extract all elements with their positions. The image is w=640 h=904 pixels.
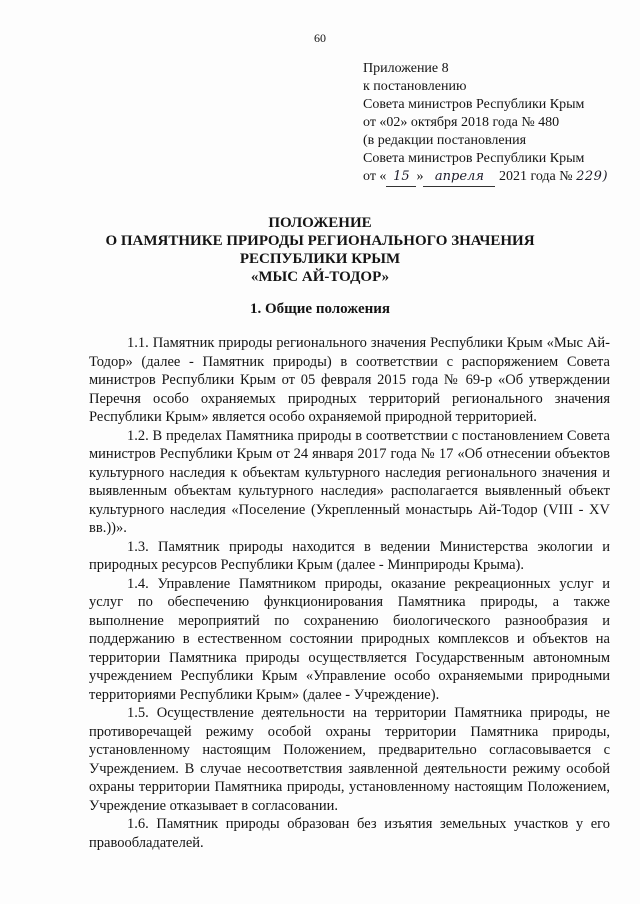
paragraph-1-6: 1.6. Памятник природы образован без изъятия земельных участков у его правообладателей. bbox=[89, 816, 610, 851]
paragraph-1-3: 1.3. Памятник природы находится в ведении Министерства экологии и природных ресурсов Республики Крым (далее - Минприроды Крыма). bbox=[89, 538, 610, 573]
document-title bbox=[0, 214, 640, 286]
amendment-quote: » bbox=[416, 169, 424, 184]
page-number: 60 bbox=[314, 31, 326, 45]
amendment-prefix: от « bbox=[363, 169, 387, 184]
amendment-year: 2021 года № bbox=[498, 169, 573, 184]
handwritten-month: апреля bbox=[423, 168, 495, 187]
handwritten-number: 229) bbox=[576, 169, 609, 184]
appendix-line: Совета министров Республики Крым bbox=[363, 151, 585, 166]
appendix-line: (в редакции постановления bbox=[363, 133, 527, 148]
handwritten-day: 15 bbox=[386, 168, 416, 187]
title-line: О ПАМЯТНИКЕ ПРИРОДЫ РЕГИОНАЛЬНОГО ЗНАЧЕНИЯ bbox=[105, 233, 535, 249]
title-line: РЕСПУБЛИКИ КРЫМ bbox=[239, 251, 401, 267]
appendix-line: к постановлению bbox=[363, 79, 467, 94]
appendix-line: Приложение 8 bbox=[363, 61, 449, 76]
document-body bbox=[89, 334, 610, 852]
section-heading: 1. Общие положения bbox=[249, 301, 391, 317]
appendix-line: от «02» октября 2018 года № 480 bbox=[363, 115, 560, 130]
appendix-block bbox=[363, 60, 633, 187]
paragraph-1-2: 1.2. В пределах Памятника природы в соответствии с постановлением Совета министров Республики Крым от 24 января 2017 года № 17 «Об отнесении объектов культурного наследия к объектам культурного наследия регионального значения и выявленным объектам культурного наследия» располагается выявленный объект культурного наследия «Поселение (Укрепленный монастырь Ай-Тодор (VIII - XV вв.))». bbox=[89, 427, 610, 536]
title-line: ПОЛОЖЕНИЕ bbox=[268, 215, 372, 231]
paragraph-1-4: 1.4. Управление Памятником природы, оказание рекреационных услуг и услуг по обеспечению функционирования Памятника природы, а также выполнение мероприятий по сохранению биологического разнообразия и поддержанию в естественном состоянии природных комплексов и объектов на территории Памятника природы осуществляется Государственным автономным учреждением Республики Крым «Управление особо охраняемыми природными территориями Республики Крым» (далее - Учреждение). bbox=[89, 575, 610, 703]
paragraph-1-5: 1.5. Осуществление деятельности на территории Памятника природы, не противоречащей режиму особой охраны территории Памятника природы, установленному настоящим Положением, предварительно согласовывается с Учреждением. В случае несоответствия заявленной деятельности режиму особой охраны территории Памятника природы, установленному настоящим Положением, Учреждение отказывает в согласовании. bbox=[89, 705, 610, 814]
appendix-amendment-line bbox=[363, 168, 633, 187]
paragraph-1-1: 1.1. Памятник природы регионального значения Республики Крым «Мыс Ай-Тодор» (далее - Памятник природы) в соответствии с распоряжением Совета министров Республики Крым от 05 февраля 2015 года № 69-р «Об утверждении Перечня особо охраняемых природных территорий регионального значения Республики Крым» является особо охраняемой природной территорией. bbox=[89, 335, 610, 425]
title-line: «МЫС АЙ-ТОДОР» bbox=[250, 269, 390, 285]
appendix-line: Совета министров Республики Крым bbox=[363, 97, 585, 112]
